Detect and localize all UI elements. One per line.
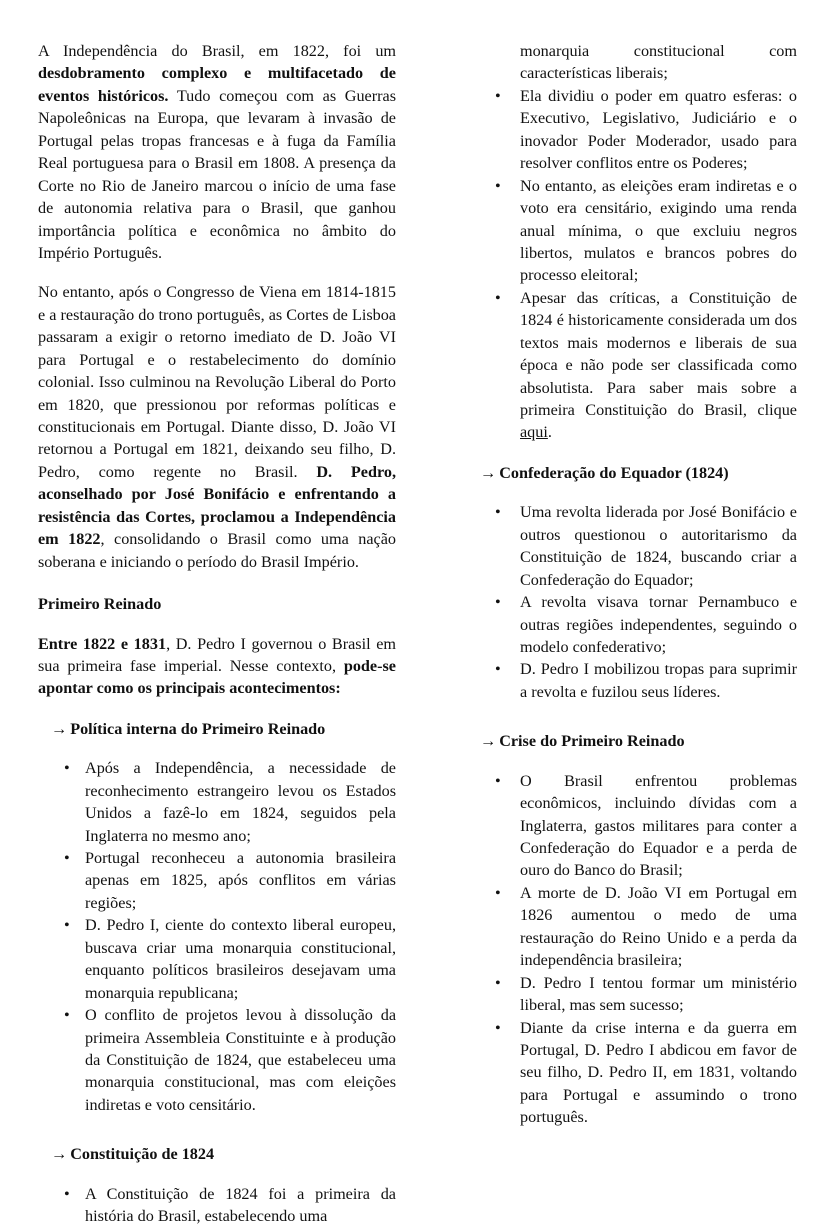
heading-primeiro-reinado: Primeiro Reinado — [38, 595, 162, 614]
list-item — [480, 1017, 797, 1129]
heading-politica-interna — [51, 718, 396, 740]
list-item-text-part1: Apesar das críticas, a Constituição de 1824 é historicamente considerada um dos textos mais modernos e liberais de sua época e não pode ser classificada como absolutista. Para saber mais sobre a primeira Constituição do Brasil, clique — [520, 288, 797, 419]
list-item-text: O conflito de projetos levou à dissolução da primeira Assembleia Constituinte e à produção da Constituição de 1824, que estabeleceu uma monarquia constitucional, mas com eleições indiretas e voto censitário. — [85, 1006, 396, 1114]
bullet-icon: • — [495, 771, 501, 790]
list-item-text: Ela dividiu o poder em quatro esferas: o Executivo, Legislativo, Judiciário e o inovador Poder Moderador, usado para resolver conflitos entre os Poderes; — [520, 86, 797, 173]
para2-run3: , consolidando o Brasil como uma nação soberana e iniciando o período do Brasil Império. — [38, 530, 397, 571]
list-item — [480, 85, 797, 175]
para3-run2: , D. Pedro I governou o Brasil em sua primeira fase imperial. Nesse contexto, — [38, 634, 396, 675]
list-item — [480, 501, 797, 591]
list-item-text: D. Pedro I, ciente do contexto liberal europeu, buscava criar uma monarquia constitucional, enquanto políticos brasileiros desejavam uma monarquia republicana; — [85, 916, 396, 1002]
arrow-icon: → — [480, 732, 497, 751]
list-item — [480, 287, 797, 444]
list-item-text: A Constituição de 1824 foi a primeira da história do Brasil, estabelecendo uma — [85, 1184, 396, 1226]
list-item-text: D. Pedro I mobilizou tropas para suprimir a revolta e fuzilou seus líderes. — [520, 660, 797, 701]
spacer — [38, 616, 396, 633]
bullet-icon: • — [495, 86, 501, 105]
bullet-icon: • — [64, 759, 70, 778]
para2-bold-run: D. Pedro, aconselhado por José Bonifácio e enfrentando a resistência das Cortes, proclamou a Independência em 1822 — [38, 462, 396, 549]
list-item-continuation: monarquia constitucional com características liberais; — [520, 42, 797, 83]
list-item-text: Uma revolta liderada por José Bonifácio e outros questionou o autoritarismo da Constituição de 1824, buscando criar a Confederação do Equador; — [520, 503, 797, 589]
list-crise-primeiro-reinado — [480, 770, 797, 1129]
list-item-text-part2: . — [547, 423, 552, 442]
para3-bold-run1: Entre 1822 e 1831 — [38, 634, 167, 653]
paragraph-independencia — [38, 40, 396, 264]
list-item-text: A morte de D. João VI em Portugal em 1826 aumentou o medo de uma restauração do Reino Unido e a perda da independência brasileira; — [520, 883, 797, 970]
bullet-icon: • — [495, 288, 501, 307]
list-item — [38, 1004, 396, 1116]
list-politica-interna — [38, 757, 396, 1116]
spacer — [480, 703, 797, 712]
list-item — [480, 972, 797, 1017]
arrow-icon: → — [51, 719, 68, 738]
bullet-icon: • — [495, 503, 501, 522]
list-item — [38, 847, 396, 914]
heading-constituicao-1824 — [51, 1143, 396, 1165]
bullet-icon: • — [64, 1184, 70, 1203]
heading-politica-interna-label: Política interna do Primeiro Reinado — [70, 719, 326, 738]
list-item-text: Após a Independência, a necessidade de reconhecimento estrangeiro levou os Estados Unidos a fazê-lo em 1824, seguidos pela Inglaterra no mesmo ano; — [85, 759, 396, 845]
heading-crise-primeiro-reinado — [480, 730, 797, 752]
list-item-text: A revolta visava tornar Pernambuco e outras regiões independentes, seguindo o modelo confederativo; — [520, 593, 797, 656]
two-column-layout — [38, 40, 797, 1228]
bullet-icon: • — [495, 1018, 501, 1037]
paragraph-entre-1822-1831 — [38, 633, 396, 700]
bullet-icon: • — [495, 973, 501, 992]
list-item — [480, 882, 797, 972]
aqui-link[interactable]: aqui — [520, 423, 548, 442]
bullet-icon: • — [495, 660, 501, 679]
para1-run1: A Independência do Brasil, em 1822, foi um — [38, 42, 396, 60]
bullet-icon: • — [495, 883, 501, 902]
right-column — [480, 40, 797, 1129]
para3-bold-run3: pode-se apontar como os principais acontecimentos: — [38, 656, 396, 698]
heading-constituicao-1824-label: Constituição de 1824 — [70, 1145, 215, 1164]
list-item-text: Diante da crise interna e da guerra em Portugal, D. Pedro I abdicou em favor de seu filho, D. Pedro II, em 1831, voltando para Portugal e assumindo o trono português. — [520, 1018, 797, 1127]
list-item — [480, 770, 797, 882]
heading-confederacao-equador — [480, 462, 797, 484]
list-item — [480, 175, 797, 287]
para2-run1: No entanto, após o Congresso de Viena em 1814-1815 e a restauração do trono português, as Cortes de Lisboa passaram a exigir o retorno imediato de D. João VI para Portugal e o restabelecimento do domínio colonial. Isso culminou na Revolução Liberal do Porto em 1820, que pressionou por reformas políticas e constitucionais em Portugal. Diante disso, D. João VI retornou a Portugal em 1821, deixando seu filho, D. Pedro, como regente no Brasil. — [38, 283, 396, 481]
heading-confederacao-equador-label: Confederação do Equador (1824) — [499, 463, 729, 482]
bullet-icon: • — [64, 849, 70, 867]
list-item-text: D. Pedro I tentou formar um ministério liberal, mas sem sucesso; — [520, 973, 797, 1015]
bullet-icon: • — [64, 916, 70, 935]
bullet-icon: • — [64, 1006, 70, 1025]
list-item — [480, 591, 797, 658]
list-item-text: Portugal reconheceu a autonomia brasileira apenas em 1825, após conflitos em várias regiões; — [85, 849, 396, 912]
list-item-text: O Brasil enfrentou problemas econômicos, incluindo dívidas com a Inglaterra, gastos militares para conter a Confederação do Equador e a perda de ouro do Banco do Brasil; — [520, 771, 797, 880]
bullet-icon: • — [495, 176, 501, 195]
list-item — [38, 757, 396, 847]
list-item — [38, 1183, 396, 1228]
list-constituicao-start — [38, 1183, 396, 1228]
para1-run3: Tudo começou com as Guerras Napoleônicas na Europa, que levaram à invasão de Portugal pelas tropas francesas e à fuga da Família Real portuguesa para o Brasil em 1808. A presença da Corte no Rio de Janeiro marcou o início de uma fase de autonomia relativa para o Brasil, que ganhou importância política e econômica no âmbito do Império Português. — [38, 86, 396, 262]
left-column — [38, 40, 396, 1228]
bullet-icon: • — [495, 593, 501, 612]
arrow-icon: → — [480, 463, 497, 482]
para1-bold-run: desdobramento complexo e multifacetado de eventos históricos. — [38, 64, 396, 105]
list-constituicao-rest — [480, 85, 797, 444]
list-item-text: No entanto, as eleições eram indiretas e o voto era censitário, exigindo uma renda anual mínima, o que excluiu negros libertos, mulatos e brancos pobres do processo eleitoral; — [520, 176, 797, 285]
list-item — [480, 658, 797, 703]
heading-crise-primeiro-reinado-label: Crise do Primeiro Reinado — [499, 732, 685, 751]
arrow-icon: → — [51, 1145, 68, 1164]
list-item-text-with-link — [520, 289, 797, 442]
paragraph-congresso-viena — [38, 281, 396, 573]
list-item — [38, 914, 396, 1004]
spacer — [38, 1116, 396, 1125]
list-confederacao-equador — [480, 501, 797, 703]
